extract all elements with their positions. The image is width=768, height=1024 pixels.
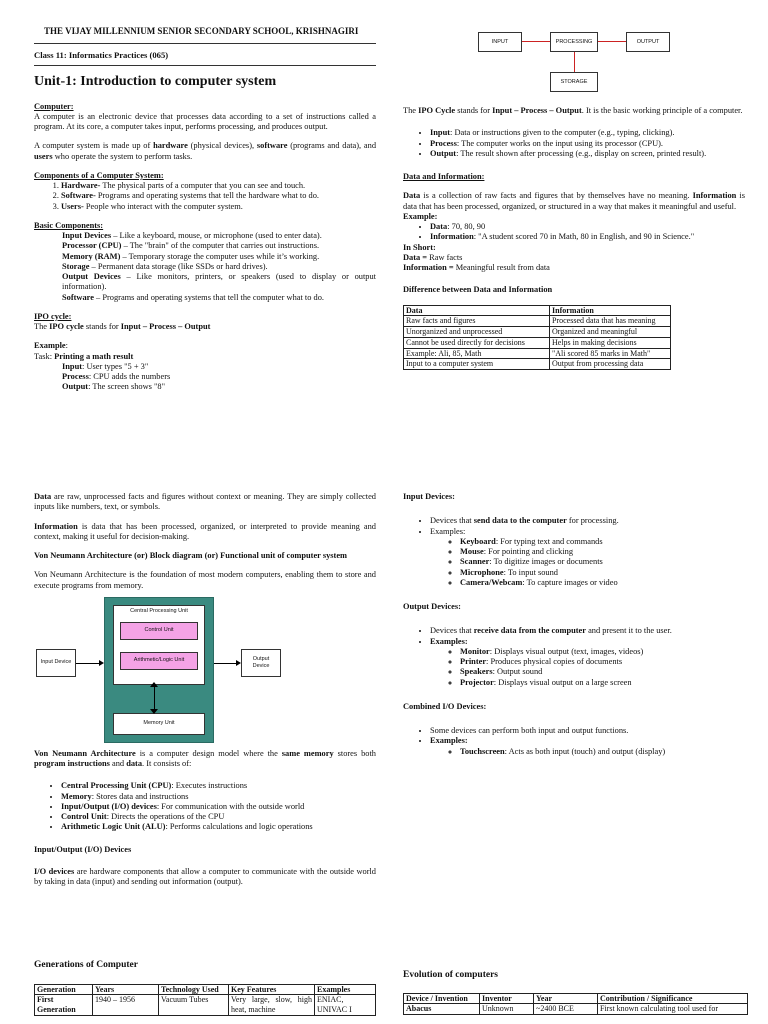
table-header-cell: Year <box>534 993 598 1004</box>
data-example-list <box>403 222 745 243</box>
list-item: • Arithmetic Logic Unit (ALU): Performs calculations and logic operations <box>61 822 376 832</box>
table-header-cell: Technology Used <box>159 984 229 995</box>
output-arrow-head-icon <box>236 660 241 666</box>
table-cell: Input to a computer system <box>404 359 550 370</box>
list-item: ◦ Microphone: To input sound <box>460 568 745 578</box>
ipo-cycle-list <box>403 128 745 159</box>
list-item: • Some devices can perform both input and output functions. <box>430 726 745 736</box>
table-cell: Vacuum Tubes <box>159 995 229 1016</box>
list-item: • Process: The computer works on the input using its processor (CPU). <box>430 139 745 149</box>
list-item: ◦ Projector: Displays visual output on a large screen <box>460 678 745 688</box>
table-cell: ENIAC, UNIVAC I <box>315 995 376 1016</box>
von-neumann-heading: Von Neumann Architecture (or) Block diagram (or) Functional unit of computer system <box>34 551 348 560</box>
output-devices-list <box>403 626 745 647</box>
table-header-cell: Data <box>404 305 550 316</box>
list-item: • Examples: <box>430 527 745 537</box>
von-neumann-definition: Von Neumann Architecture is a computer design model where the same memory stores both program instructions and data. It consists of: <box>34 748 376 768</box>
evolution-table <box>403 993 748 1016</box>
table-cell: Organized and meaningful <box>550 327 671 338</box>
computer-system-text: A computer system is made up of hardware (physical devices), software (programs and data), and users who operate the system to perform tasks. <box>34 141 377 161</box>
ipo-example-list <box>62 362 376 393</box>
table-row <box>404 337 671 348</box>
header-rule <box>34 43 376 44</box>
basic-components-heading: Basic Components: <box>34 220 104 230</box>
input-devices-list <box>403 516 745 537</box>
list-item: • Memory: Stores data and instructions <box>61 792 376 802</box>
input-arrow-head-icon <box>99 660 104 666</box>
list-item: Input Devices – Like a keyboard, mouse, or microphone (used to enter data). <box>62 231 322 241</box>
io-definition: I/O devices are hardware components that allow a computer to communicate with the outside world by taking in data (input) and sending out information (output). <box>34 866 376 886</box>
list-item: • Input: Data or instructions given to the computer (e.g., typing, clicking). <box>430 128 745 138</box>
table-cell: First known calculating tool used for <box>598 1004 748 1015</box>
list-item: ◦ Keyboard: For typing text and commands <box>460 537 745 547</box>
data-info-heading: Data and Information: <box>403 172 485 181</box>
generations-heading: Generations of Computer <box>34 960 138 970</box>
list-item: • Output: The result shown after processing (e.g., display on screen, printed result). <box>430 149 745 159</box>
table-cell: Raw facts and figures <box>404 316 550 327</box>
generations-table <box>34 984 376 1016</box>
difference-table <box>403 305 671 371</box>
input-arrow <box>76 663 100 664</box>
combined-examples-list <box>403 747 745 757</box>
data-paragraph: Data are raw, unprocessed facts and figures without context or meaning. They are simply collected inputs like numbers, text, or symbols. <box>34 492 376 512</box>
evolution-heading: Evolution of computers <box>403 970 498 980</box>
list-item: Processor (CPU) – The "brain" of the computer that carries out instructions. <box>62 241 320 251</box>
ipo-task: Task: Printing a math result <box>34 351 134 361</box>
in-short-heading: In Short: <box>403 242 436 252</box>
ipo-storage-box: STORAGE <box>550 72 598 92</box>
alu-box: Arithmetic/Logic Unit <box>120 652 198 670</box>
von-neumann-list <box>34 781 376 832</box>
von-neumann-diagram <box>34 595 376 743</box>
table-cell: Helps in making decisions <box>550 337 671 348</box>
ipo-arrow-input-processing <box>522 41 550 42</box>
table-header-cell: Information <box>550 305 671 316</box>
list-item: • Central Processing Unit (CPU): Executes instructions <box>61 781 376 791</box>
evolution-section <box>403 970 748 1015</box>
list-item: 3. Users- People who interact with the computer system. <box>61 202 376 212</box>
list-item: • Devices that send data to the computer for processing. <box>430 516 745 526</box>
table-cell: Processed data that has meaning <box>550 316 671 327</box>
list-item: ◦ Mouse: For pointing and clicking <box>460 547 745 557</box>
memory-arrow-down-icon <box>150 709 158 714</box>
components-heading: Components of a Computer System: <box>34 170 164 180</box>
io-heading: Input/Output (I/O) Devices <box>34 844 132 854</box>
list-item: ◦ Printer: Produces physical copies of documents <box>460 657 745 667</box>
data-info-definition: Data is a collection of raw facts and figures that by themselves have no meaning. Information is data that has been processed, organized, or structured in a way that makes it meaningful and useful. <box>403 191 746 211</box>
list-item: ◦ Speakers: Output sound <box>460 667 745 677</box>
short-information: Information = Meaningful result from data <box>403 263 550 272</box>
ipo-output-box: OUTPUT <box>626 32 670 52</box>
table-row <box>404 359 671 370</box>
list-item: ◦ Camera/Webcam: To capture images or video <box>460 578 745 588</box>
table-row <box>35 995 376 1016</box>
list-item: • Devices that receive data from the computer and present it to the user. <box>430 626 745 636</box>
computer-heading: Computer: <box>34 101 74 111</box>
table-cell: Abacus <box>404 1004 480 1015</box>
combined-io-list <box>403 726 745 747</box>
right-column-bottom <box>403 492 745 766</box>
list-item: • Control Unit: Directs the operations of the CPU <box>61 812 376 822</box>
table-row <box>404 327 671 338</box>
table-cell: Unknown <box>480 1004 534 1015</box>
ipo-example-heading: Example: <box>34 341 68 351</box>
class-line: Class 11: Informatics Practices (065) <box>34 49 169 60</box>
ipo-diagram <box>470 28 680 94</box>
table-header-row <box>35 984 376 995</box>
left-column-bottom <box>34 492 376 896</box>
list-item: 1. Hardware- The physical parts of a computer that you can see and touch. <box>61 181 376 191</box>
table-header-cell: Examples <box>315 984 376 995</box>
list-item: • Data: 70, 80, 90 <box>430 222 745 232</box>
table-row <box>404 348 671 359</box>
table-cell: "Ali scored 85 marks in Math" <box>550 348 671 359</box>
ipo-cycle-text: The IPO Cycle stands for Input – Process – Output. It is the basic working principle of a computer. <box>403 106 743 115</box>
list-item: • Information: "A student scored 70 in Math, 80 in English, and 90 in Science." <box>430 232 745 242</box>
table-header-row <box>404 305 671 316</box>
list-item: • Examples: <box>430 637 745 647</box>
list-item: • Input/Output (I/O) devices: For communication with the outside world <box>61 802 376 812</box>
table-cell: Cannot be used directly for decisions <box>404 337 550 348</box>
table-header-row <box>404 993 748 1004</box>
control-unit-box: Control Unit <box>120 622 198 640</box>
list-item: 2. Software- Programs and operating systems that tell the hardware what to do. <box>61 191 376 201</box>
data-example-heading: Example: <box>403 211 438 221</box>
table-cell: 1940 – 1956 <box>93 995 159 1016</box>
ipo-arrow-processing-storage <box>574 52 575 72</box>
right-column-top <box>403 106 745 370</box>
input-device-box: Input Device <box>36 649 76 677</box>
cpu-label: Central Processing Unit <box>130 607 188 614</box>
ipo-definition: The IPO cycle stands for Input – Process – Output <box>34 322 211 332</box>
computer-definition: A computer is an electronic device that processes data according to a set of instructions called a program. At its core, a computer takes input, performs processing, and produces output. <box>34 111 376 132</box>
combined-io-heading: Combined I/O Devices: <box>403 701 487 711</box>
table-cell: ~2400 BCE <box>534 1004 598 1015</box>
cpu-inner <box>113 605 205 685</box>
von-neumann-intro: Von Neumann Architecture is the foundation of most modern computers, enabling them to store and execute programs from memory. <box>34 570 376 590</box>
memory-arrow-up-icon <box>150 682 158 687</box>
generations-section <box>34 960 376 1016</box>
table-header-cell: Contribution / Significance <box>598 993 748 1004</box>
list-item: Software – Programs and operating systems that tell the computer what to do. <box>62 292 324 302</box>
table-header-cell: Years <box>93 984 159 995</box>
table-row <box>404 316 671 327</box>
list-item: ◦ Monitor: Displays visual output (text, images, videos) <box>460 647 745 657</box>
list-item: Storage – Permanent data storage (like SSDs or hard drives). <box>62 261 268 271</box>
ipo-arrow-processing-output <box>598 41 626 42</box>
output-devices-heading: Output Devices: <box>403 602 461 611</box>
list-item: Process: CPU adds the numbers <box>62 372 171 382</box>
difference-heading: Difference between Data and Information <box>403 285 553 295</box>
ipo-heading: IPO cycle: <box>34 311 72 321</box>
table-cell: Output from processing data <box>550 359 671 370</box>
list-item: Output: The screen shows "8" <box>62 382 166 392</box>
unit-title: Unit-1: Introduction to computer system <box>34 74 277 90</box>
table-header-cell: Device / Invention <box>404 993 480 1004</box>
table-header-cell: Generation <box>35 984 93 995</box>
input-devices-heading: Input Devices: <box>403 492 455 501</box>
components-list <box>34 181 376 212</box>
output-arrow <box>214 663 236 664</box>
list-item: Memory (RAM) – Temporary storage the computer uses while it’s working. <box>62 251 320 261</box>
list-item: ◦ Scanner: To digitize images or documents <box>460 557 745 567</box>
output-device-box: Output Device <box>241 649 281 677</box>
ipo-input-box: INPUT <box>478 32 522 52</box>
list-item: Input: User types "5 + 3" <box>62 361 149 371</box>
table-row <box>404 1004 748 1015</box>
table-cell: Example: Ali, 85, Math <box>404 348 550 359</box>
basic-components-list <box>62 231 376 303</box>
table-cell: First Generation <box>35 995 93 1016</box>
information-paragraph: Information is data that has been processed, organized, or interpreted to provide meaning and context, making it useful for decision-making. <box>34 521 376 541</box>
list-item: Output Devices – Like monitors, printers, or speakers (used to display or output information). <box>62 272 376 292</box>
table-cell: Very large, slow, high heat, machine <box>229 995 315 1016</box>
output-examples-list <box>403 647 745 688</box>
short-data: Data = Raw facts <box>403 252 463 262</box>
header-rule-2 <box>34 65 376 66</box>
memory-unit-box: Memory Unit <box>113 713 205 735</box>
input-examples-list <box>403 537 745 588</box>
school-name: THE VIJAY MILLENNIUM SENIOR SECONDARY SCHOOL, KRISHNAGIRI <box>44 26 359 36</box>
ipo-processing-box: PROCESSING <box>550 32 598 52</box>
left-column-top <box>34 26 376 393</box>
table-cell: Unorganized and unprocessed <box>404 327 550 338</box>
table-header-cell: Key Features <box>229 984 315 995</box>
list-item: • Examples: <box>430 736 745 746</box>
table-header-cell: Inventor <box>480 993 534 1004</box>
list-item: ◦ Touchscreen: Acts as both input (touch) and output (display) <box>460 747 745 757</box>
